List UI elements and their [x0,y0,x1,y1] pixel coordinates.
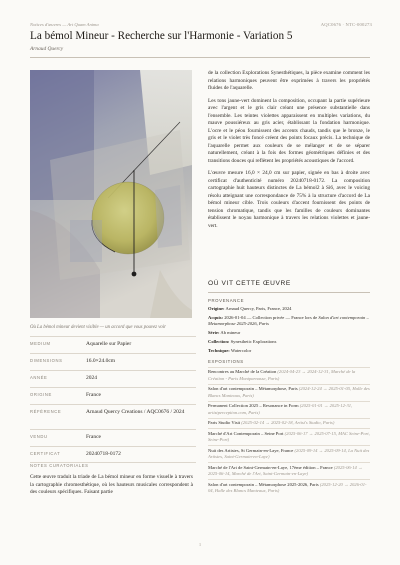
exhibition-item [208,418,370,429]
artwork-watercolor [30,70,192,318]
exhibition-detail: (2025-01-01 → 2025-12-31, artistperception.com, Paris) [208,403,353,415]
spec-value: 2024 [86,375,97,381]
provenance-acquired [208,315,370,328]
yellow-green-disc [92,182,164,254]
curatorial-notes-text: Cette œuvre traduit la triade de La bémol mineur en forme visuelle à travers la cartographie chromesthétique, où les hauteurs musicales correspondent à des couleurs spécifiques. Faisant partie [30,474,193,496]
spec-row-certificate [30,446,196,463]
exhibition-name: Marché de l'Art de Saint-Germain-en-Laye, 17ème édition – France [208,465,333,471]
header-collection-name: Notices d'œuvres — Art Quam Anima [30,22,99,27]
spec-label: RÉFÉRENCE [30,409,62,414]
description-column [208,70,370,235]
description-paragraph: L'œuvre mesure 16,0 × 24,0 cm sur papier, signée en bas à droite avec certificat d'authenticité numéro 20240718-0172. La composition cartographie huit hauteurs distinctes de La bémol2 à Si6, avec le voicing résolu atteignant une correspondance de 75% à la structure d'accord de La bémol mineur cible. Trois couleurs d'accent fournissent des points de tension chromatique, tandis que les familles de couleurs dominantes établissent le noyau harmonique à travers les relations violettes et jaune-vert. [208,170,370,229]
exhibition-item [208,384,370,401]
exhibition-name: Permanent Collection 2025 – Resonance in Form [208,403,299,409]
provenance-value: Synesthetic Explorations [230,339,277,345]
exhibition-detail: (2025-12-20 → 2026-01-04, Halle des Blancs Manteaux, Paris) [208,482,367,494]
blue-grey-block [70,220,102,262]
where-section [208,280,370,496]
page-number: 1 [198,542,202,547]
artist-name: Arnaud Quercy [30,46,64,52]
header-reference: AQC0676 · NTC-000273 [320,22,372,27]
description-paragraph: de la collection Explorations Synesthétiques, la pièce examine comment les relations harmoniques peuvent être exprimées à travers les propriétés fluides de l'aquarelle. [208,70,370,92]
artwork-title: La bémol Mineur - Recherche sur l'Harmonie - Variation 5 [30,30,293,42]
provenance-key: Acquis: [208,314,224,320]
title-divider [30,57,370,58]
spec-row-origin [30,387,196,404]
spec-label: CERTIFICAT [30,451,61,456]
spec-label: MEDIUM [30,341,51,346]
exhibition-item [208,428,370,445]
artwork-image [30,70,192,318]
exhibition-detail: (2024-04-23 → 2024-12-31, Marché de la Création - Paris Montparnasse, Paris) [208,369,356,381]
exhibition-name: Nuit des Artistes, St Germain-en-Laye, France [208,448,294,454]
provenance-origin [208,306,370,313]
exhibition-detail: (2025-06-17 → 2025-07-15, MAC Seine-Port, Seine-Port) [208,431,370,443]
artwork-caption: Où La bémol mineur devient visible — un accord que vous pouvez voir [30,325,166,330]
provenance-key: Technique: [208,348,230,354]
spec-label: DIMENSIONS [30,358,63,363]
spec-row-dimensions [30,353,196,370]
spec-value: Aquarelle sur Papier [86,341,132,347]
spec-row-reference [30,404,196,429]
where-title: OÙ VIT CETTE ŒUVRE [208,280,370,293]
provenance-key: Origine: [208,306,225,311]
specs-table [30,336,196,463]
provenance-collection [208,339,370,346]
spec-label: VENDU [30,434,48,439]
exhibition-name: Marché d'Art Contemporain – Seine Port [208,431,284,437]
provenance-value: Arnaud Quercy, Paris, France, 2024 [225,306,292,311]
spec-value: 16.0×24.0cm [86,358,116,364]
description-paragraph: Les tons jaune-vert dominent la composition, occupant la partie supérieure avec l'argent et le gris clair créant une présence substantielle dans l'ensemble. Les teintes violettes apparaissent en multiples variations, du mauve poussiéreux au gris acier, établissant la fondation harmonique. L'ocre et le péou fournissent des accents chauds, tandis que le bronze, le gris et le violet très foncé créent des points focaux précis. La technique de l'aquarelle permet aux couleurs de se mélanger et de se séparer naturellement, créant à la fois des formes géométriques définies et des transitions douces qui reflètent les propriétés acoustiques de l'accord. [208,97,370,164]
stem-dot [132,272,137,277]
provenance-label: PROVENANCE [208,298,245,303]
exhibitions-list [208,367,370,497]
provenance-event: Salon d'art contemporain – Metamorphose 2025-2026, Paris [208,314,369,327]
exhibition-detail: (2025-09-14 → 2025-09-14, La Nuit des Artistes, Saint-Germain-en-Laye) [208,448,370,460]
exhibition-detail: (2024-12-24 → 2025-01-05, Halle des Blancs Manteaux, Paris) [208,386,370,398]
provenance-value: Watercolor [230,348,252,354]
spec-value: Arnaud Quercy Creations / AQC0676 / 2024 [86,409,185,415]
exhibition-item [208,367,370,384]
exhibition-detail: (2025-02-14 → 2025-02-18, Artist's Studio, Paris) [241,420,335,426]
spec-value: France [86,434,101,440]
spec-row-medium [30,336,196,353]
exhibition-name: Salon d'art contemporain – Métamorphose 2025-2026, Paris [208,482,319,488]
spec-row-year [30,370,196,387]
provenance-technique [208,348,370,355]
exhibition-item [208,445,370,462]
provenance-key: Collection: [208,339,230,345]
exhibition-item [208,462,370,479]
provenance-value: Ab mineur [220,330,241,336]
exhibitions-label: EXPOSITIONS [208,358,244,364]
provenance-key: Série: [208,330,220,336]
exhibition-detail: (2025-06-14 → 2025-06-14, Marché de l'Art, Saint-Germain-en-Laye) [208,465,363,477]
exhibition-name: Salon d'art contemporain – Métamorphose, Paris [208,386,298,392]
exhibition-item [208,479,370,496]
exhibition-name: Rencontres au Marché de la Création [208,369,277,375]
spec-label: ANNÉE [30,375,48,380]
provenance-series [208,330,370,337]
spec-row-sold [30,429,196,446]
spec-label: ORIGINE [30,392,52,397]
spec-value: France [86,392,101,398]
exhibition-name: Paris Studio Visit [208,420,241,426]
exhibition-item [208,401,370,418]
curatorial-notes-label: NOTES CURATORIALES [30,463,89,468]
steel-block [155,185,182,248]
spec-value: 20240718-0172 [86,451,121,457]
provenance-value: 2026-01-04 — Collection privée — France lors de [224,314,318,320]
